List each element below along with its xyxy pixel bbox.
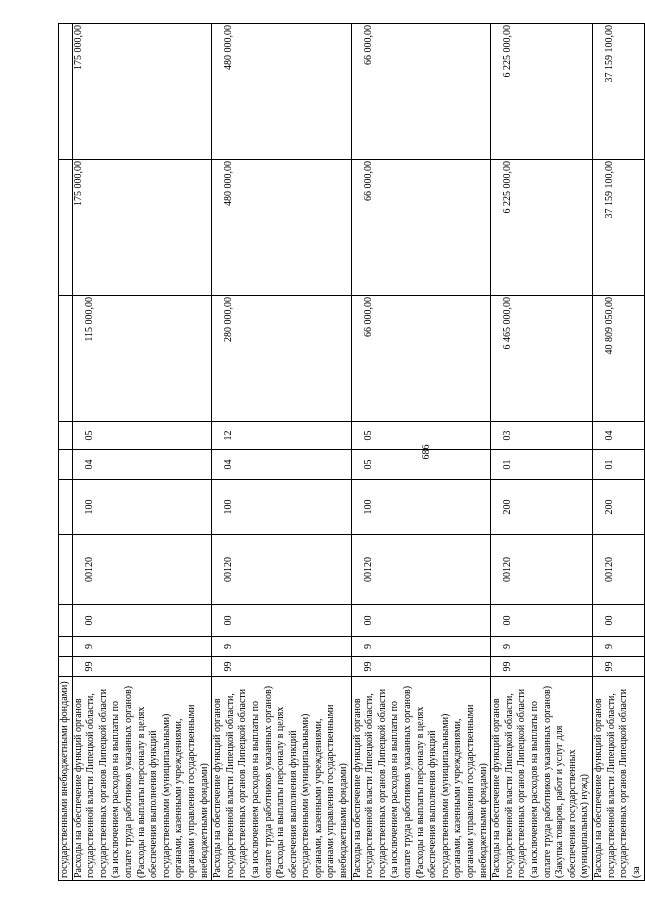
- cell-sum-3: 480 000,00: [212, 24, 352, 160]
- cell-program: 99: [351, 657, 491, 677]
- budget-table: [58, 23, 645, 881]
- cell-sum-1: 6 465 000,00: [491, 296, 593, 422]
- cell-expense-type: 200: [491, 480, 593, 535]
- cell-subprogram: 9: [592, 637, 644, 657]
- row-name: Расходы на обеспечение функций органов государственной власти Липецкой области, государственных органов Липецкой области (за: [592, 677, 644, 881]
- cell-main-event: 00: [351, 605, 491, 637]
- cell-sum-1: 66 000,00: [351, 296, 491, 422]
- table-row: [72, 24, 212, 881]
- cell-program: 99: [72, 657, 212, 677]
- cell-subprogram: [59, 637, 73, 657]
- cell-sum-1: [59, 296, 73, 422]
- row-name: Расходы на обеспечение функций органов государственной власти Липецкой области, государственных органов Липецкой области (за исключением расходов на выплаты по оплате труда работников указанных органов) (Расходы на выплаты персоналу в целях обеспечения выполнения функций государственными (муниципальными) органами, казенными учреждениями, органами управления государственными внебюджетными фондами): [212, 677, 352, 881]
- cell-direction: 00120: [212, 535, 352, 605]
- row-name: Расходы на обеспечение функций органов государственной власти Липецкой области, государственных органов Липецкой области (за исключением расходов на выплаты по оплате труда работников указанных органов) (Расходы на выплаты персоналу в целях обеспечения выполнения функций государственными (муниципальными) органами, казенными учреждениями, органами управления государственными внебюджетными фондами): [351, 677, 491, 881]
- cell-program: 99: [212, 657, 352, 677]
- cell-main-event: 00: [72, 605, 212, 637]
- cell-section: 05: [351, 450, 491, 480]
- table-row: [592, 24, 644, 881]
- cell-expense-type: 100: [212, 480, 352, 535]
- cell-subsection: 12: [212, 422, 352, 450]
- cell-sum-1: 280 000,00: [212, 296, 352, 422]
- cell-sum-3: 175 000,00: [72, 24, 212, 160]
- row-name: государственными внебюджетными фондами): [59, 677, 73, 881]
- row-name: Расходы на обеспечение функций органов государственной власти Липецкой области, государственных органов Липецкой области (за исключением расходов на выплаты по оплате труда работников указанных органов) (Расходы на выплаты персоналу в целях обеспечения выполнения функций государственными (муниципальными) органами, казенными учреждениями, органами управления государственными внебюджетными фондами): [72, 677, 212, 881]
- cell-sum-3: 37 159 100,00: [592, 24, 644, 160]
- cell-expense-type: 100: [72, 480, 212, 535]
- cell-section: 04: [72, 450, 212, 480]
- cell-subprogram: 9: [212, 637, 352, 657]
- cell-section: 04: [212, 450, 352, 480]
- cell-subprogram: 9: [351, 637, 491, 657]
- cell-expense-type: 100: [351, 480, 491, 535]
- table-row: [351, 24, 491, 881]
- cell-sum-2: 6 225 000,00: [491, 160, 593, 296]
- cell-subsection: 05: [351, 422, 491, 450]
- cell-sum-1: 115 000,00: [72, 296, 212, 422]
- cell-subsection: 05: [72, 422, 212, 450]
- cell-sum-2: 480 000,00: [212, 160, 352, 296]
- cell-sum-2: 37 159 100,00: [592, 160, 644, 296]
- table-row: [212, 24, 352, 881]
- cell-sum-2: [59, 160, 73, 296]
- cell-sum-2: 66 000,00: [351, 160, 491, 296]
- cell-sum-1: 40 809 050,00: [592, 296, 644, 422]
- cell-program: 99: [491, 657, 593, 677]
- cell-subsection: 04: [592, 422, 644, 450]
- table-row: [59, 24, 73, 881]
- table-row: [491, 24, 593, 881]
- cell-section: 01: [592, 450, 644, 480]
- cell-direction: 00120: [592, 535, 644, 605]
- cell-direction: [59, 535, 73, 605]
- cell-subprogram: 9: [72, 637, 212, 657]
- cell-direction: 00120: [491, 535, 593, 605]
- cell-main-event: 00: [592, 605, 644, 637]
- cell-program: [59, 657, 73, 677]
- row-name: Расходы на обеспечение функций органов государственной власти Липецкой области, государственных органов Липецкой области (за исключением расходов на выплаты по оплате труда работников указанных органов) (Закупка товаров, работ и услуг для обеспечения государственных (муниципальных) нужд): [491, 677, 593, 881]
- cell-sum-3: 66 000,00: [351, 24, 491, 160]
- cell-main-event: 00: [491, 605, 593, 637]
- cell-section: [59, 450, 73, 480]
- cell-expense-type: 200: [592, 480, 644, 535]
- cell-subsection: [59, 422, 73, 450]
- cell-direction: 00120: [351, 535, 491, 605]
- cell-sum-3: [59, 24, 73, 160]
- cell-main-event: 00: [212, 605, 352, 637]
- cell-expense-type: [59, 480, 73, 535]
- cell-subprogram: 9: [491, 637, 593, 657]
- rotated-table-wrapper: [58, 24, 642, 881]
- page-number: 686: [421, 444, 432, 460]
- cell-main-event: [59, 605, 73, 637]
- cell-sum-3: 6 225 000,00: [491, 24, 593, 160]
- cell-subsection: 03: [491, 422, 593, 450]
- cell-section: 01: [491, 450, 593, 480]
- cell-direction: 00120: [72, 535, 212, 605]
- cell-program: 99: [592, 657, 644, 677]
- cell-sum-2: 175 000,00: [72, 160, 212, 296]
